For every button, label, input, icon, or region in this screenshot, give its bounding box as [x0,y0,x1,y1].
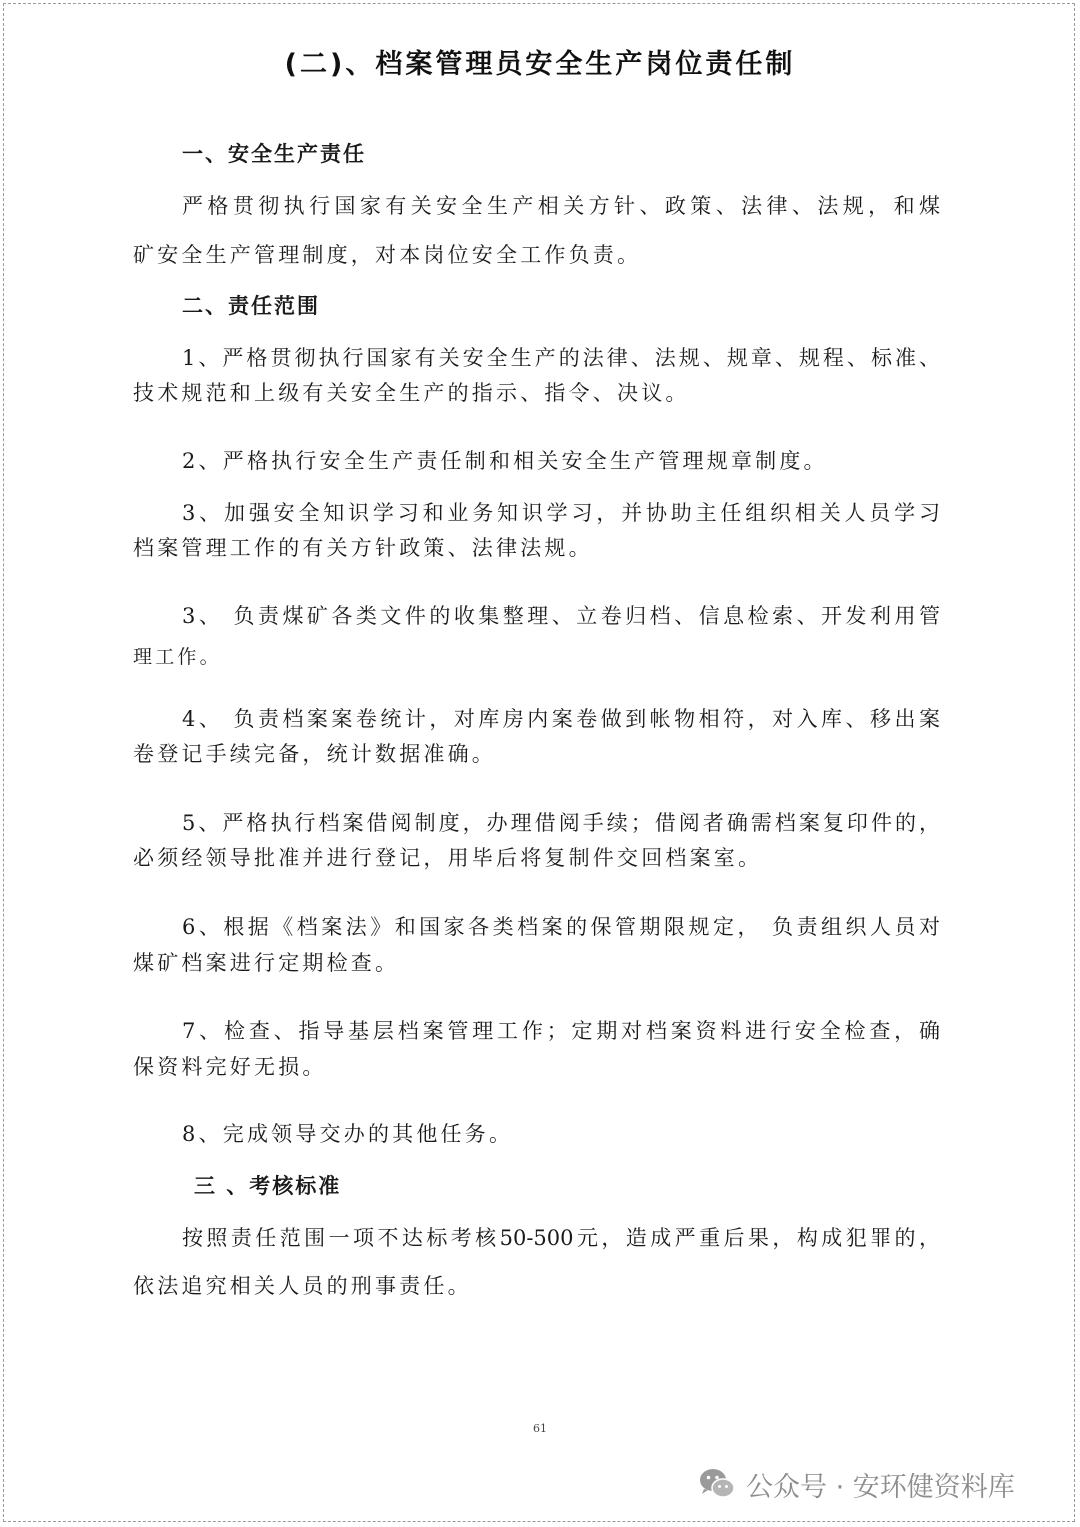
item-5-line-2: 卷登记手续完备，统计数据准确。 [133,742,496,766]
item-3-line-1: 3、加强安全知识学习和业务知识学习，并协助主任组织相关人员学习 [182,501,940,525]
section-3-heading: 三 、考核标准 [194,1174,342,1198]
wechat-icon [698,1467,736,1501]
item-6-line-1: 5、严格执行档案借阅制度，办理借阅手续；借阅者确需档案复印件的， [182,811,940,835]
item-4-line-1: 3、 负责煤矿各类文件的收集整理、立卷归档、信息检索、开发利用管 [182,604,940,628]
page-number: 61 [533,1422,547,1435]
item-3-line-2: 档案管理工作的有关方针政策、法律法规。 [133,536,593,560]
section-3-paragraph-line-2: 依法追究相关人员的刑事责任。 [133,1274,472,1298]
item-1-line-2: 技术规范和上级有关安全生产的指示、指令、决议。 [133,381,690,405]
item-9-line-1: 8、完成领导交办的其他任务。 [182,1122,514,1146]
document-title: (二)、档案管理员安全生产岗位责任制 [284,49,796,80]
item-7-line-1: 6、根据《档案法》和国家各类档案的保管期限规定， 负责组织人员对 [182,915,940,939]
section-1-paragraph-line-2: 矿安全生产管理制度，对本岗位安全工作负责。 [133,243,642,267]
watermark-text: 公众号 · 安环健资料库 [746,1471,1015,1503]
section-1-heading: 一、安全生产责任 [182,142,366,166]
item-4-line-2: 理工作。 [133,646,222,668]
item-8-line-1: 7、检查、指导基层档案管理工作；定期对档案资料进行安全检查，确 [182,1019,940,1043]
item-6-line-2: 必须经领导批准并进行登记，用毕后将复制件交回档案室。 [133,846,763,870]
item-8-line-2: 保资料完好无损。 [133,1055,327,1079]
item-1-line-1: 1、严格贯彻执行国家有关安全生产的法律、法规、规章、规程、标准、 [182,346,940,370]
item-5-line-1: 4、 负责档案案卷统计，对库房内案卷做到帐物相符，对入库、移出案 [182,707,940,731]
section-2-heading: 二、责任范围 [182,294,320,318]
section-1-paragraph-line-1: 严格贯彻执行国家有关安全生产相关方针、政策、法律、法规，和煤 [182,194,940,218]
item-2-line-1: 2、严格执行安全生产责任制和相关安全生产管理规章制度。 [182,449,828,473]
item-7-line-2: 煤矿档案进行定期检查。 [133,951,400,975]
watermark [698,1462,1015,1506]
section-3-paragraph-line-1: 按照责任范围一项不达标考核50-500元，造成严重后果，构成犯罪的， [182,1226,940,1250]
